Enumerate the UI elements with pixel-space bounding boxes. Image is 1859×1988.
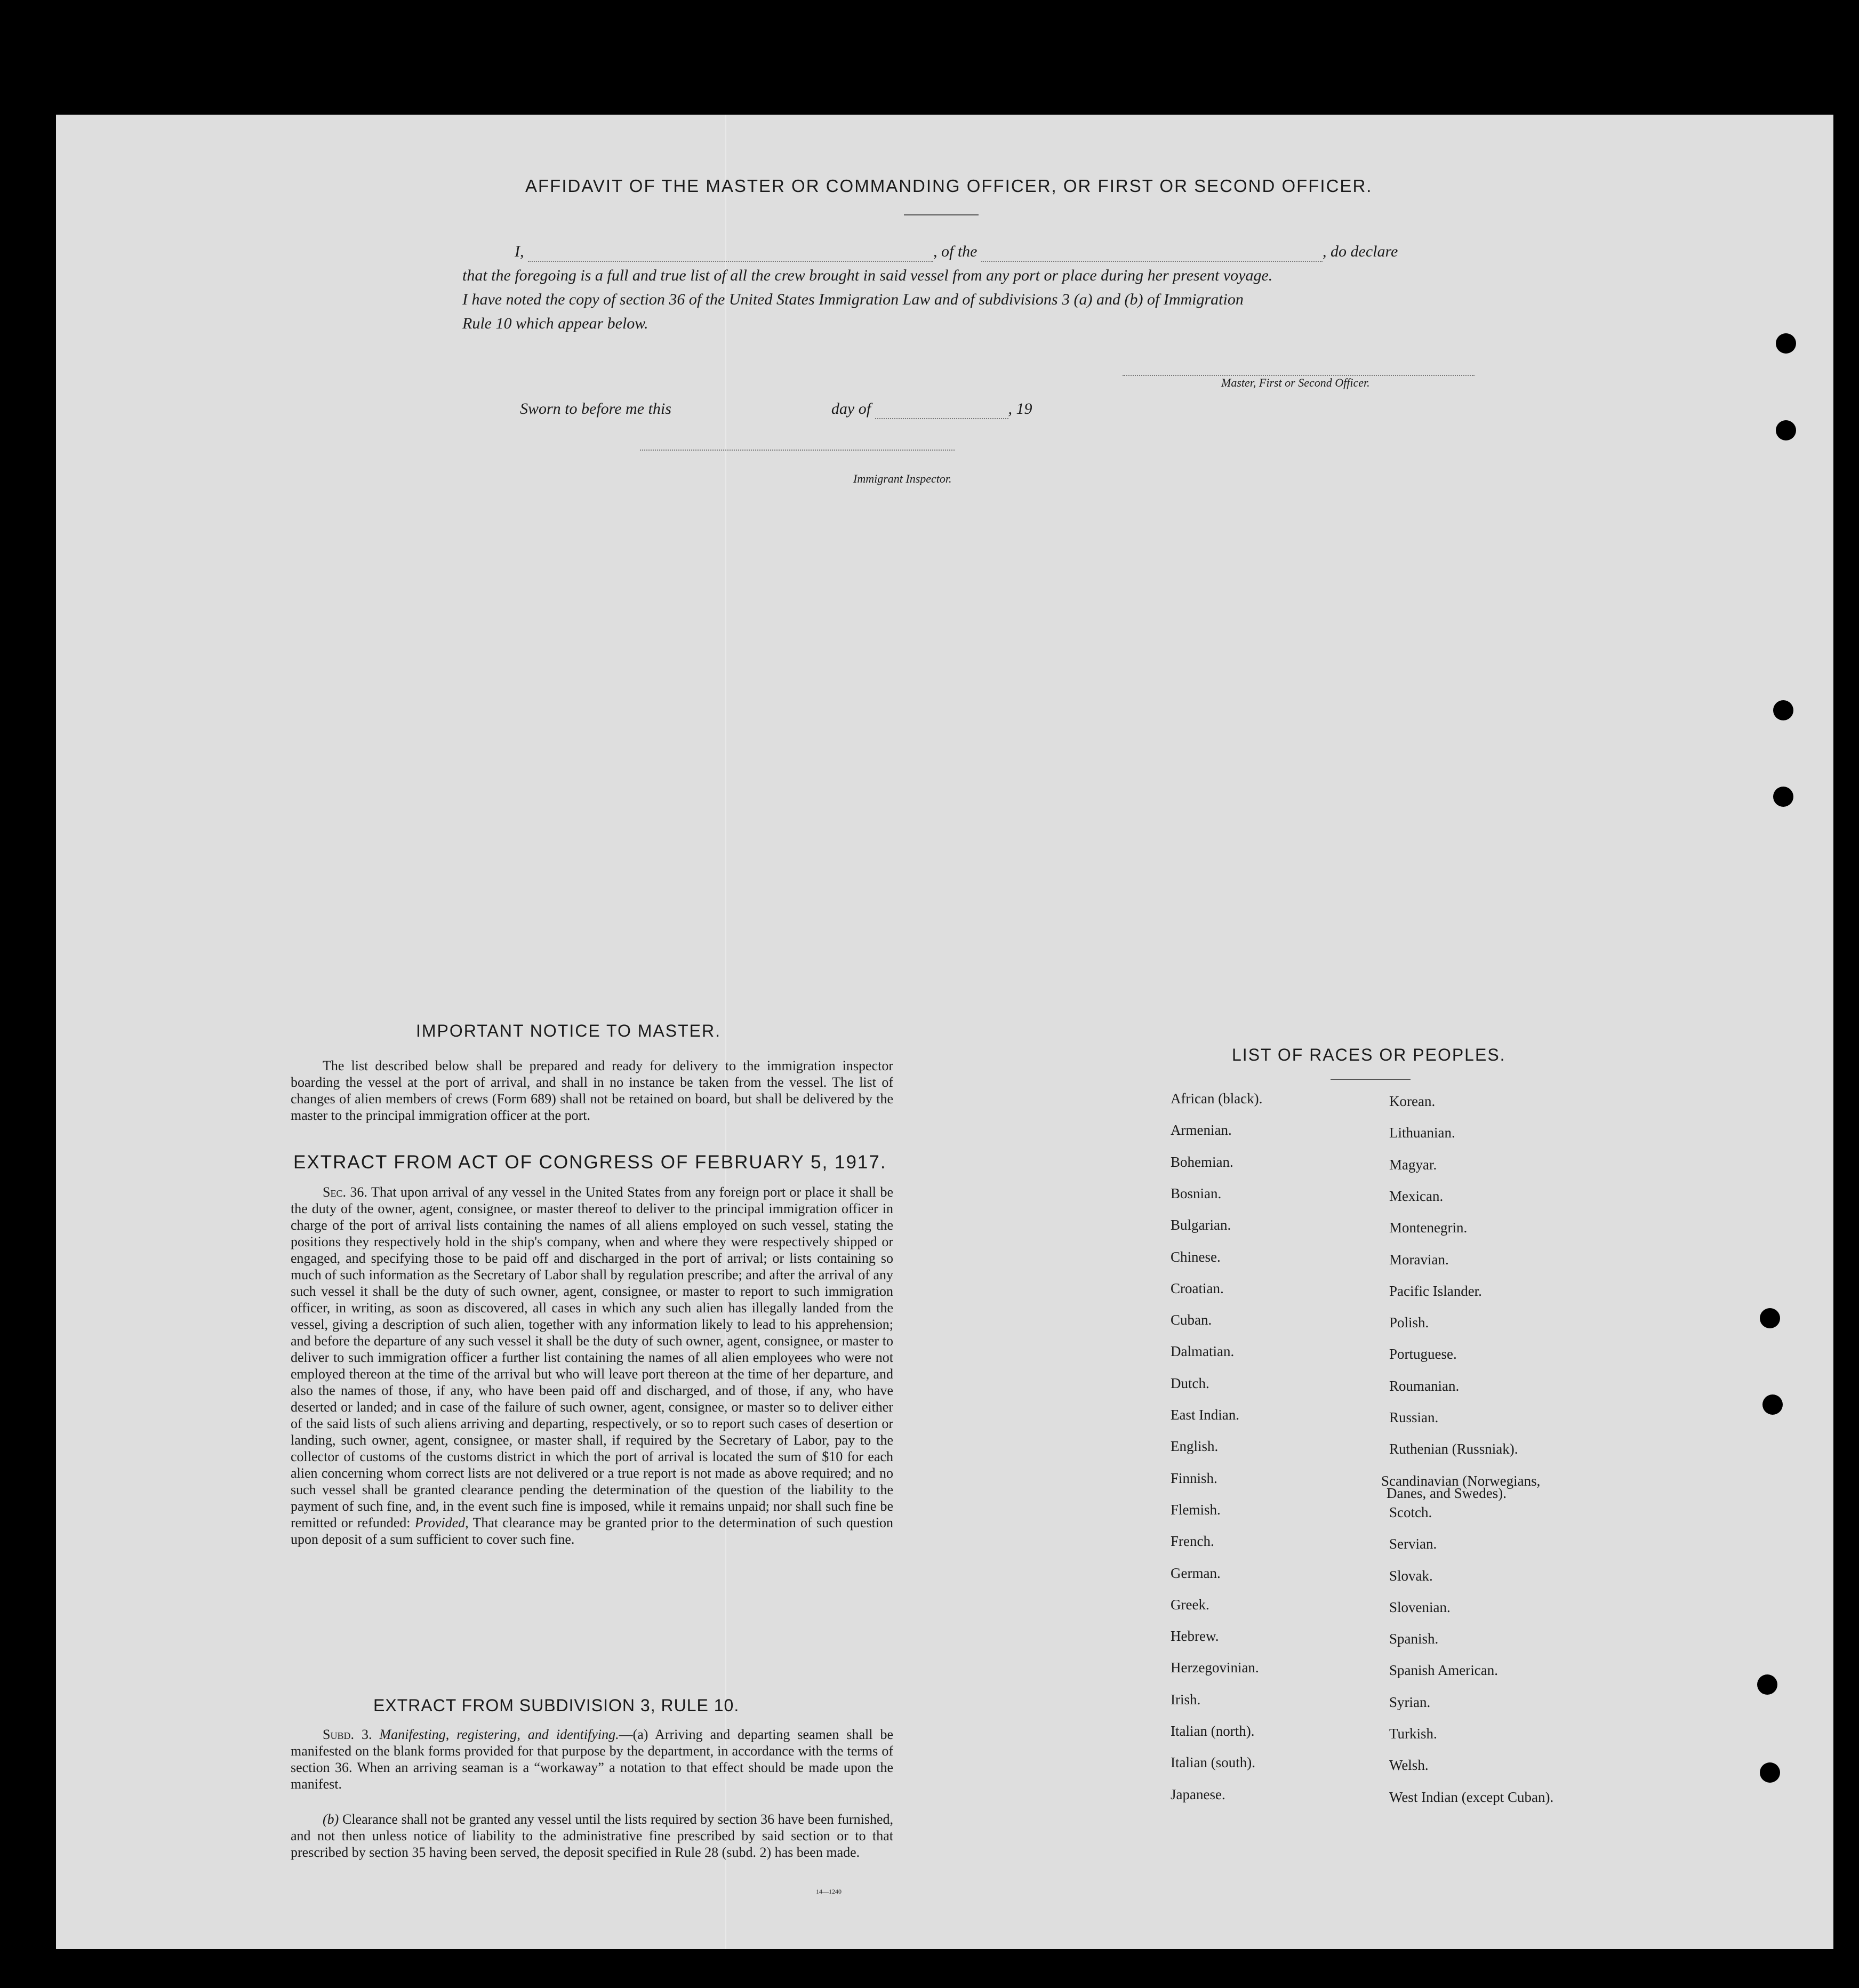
provided-label: Provided,	[414, 1515, 469, 1530]
race-left-item: English.	[1171, 1438, 1219, 1454]
binder-hole	[1776, 333, 1796, 354]
race-left-item: Cuban.	[1171, 1312, 1212, 1328]
race-right-item: Lithuanian.	[1389, 1125, 1455, 1141]
race-left-item: Italian (south).	[1171, 1754, 1255, 1770]
inspector-signature-field[interactable]	[640, 440, 955, 451]
race-left-item: Armenian.	[1171, 1122, 1232, 1138]
master-signature-field[interactable]	[1123, 365, 1475, 376]
race-left-item: Croatian.	[1171, 1280, 1224, 1296]
race-left-item: Hebrew.	[1171, 1628, 1219, 1644]
race-right-item: Russian.	[1389, 1409, 1439, 1425]
race-left-item: Bulgarian.	[1171, 1217, 1231, 1233]
inspector-signature-label: Immigrant Inspector.	[853, 472, 952, 485]
race-left-item: Irish.	[1171, 1692, 1201, 1708]
declarant-name-field[interactable]	[528, 243, 933, 262]
declaration-line-2: that the foregoing is a full and true list of all the crew brought in said vessel from any port or place during her present voyage.	[462, 267, 1273, 284]
race-left-item: Finnish.	[1171, 1470, 1217, 1486]
notice-paragraph: The list described below shall be prepared and ready for delivery to the immigration inspector boarding the vessel at the port of arrival, and shall in no instance be taken from the vessel. The list of changes of alien members of crews (Form 689) shall not be retained on board, but shall be delivered by the master to the principal immigration officer at the port.	[291, 1058, 893, 1123]
race-right-item: Spanish.	[1389, 1631, 1439, 1647]
subdivision-b-paragraph	[291, 1811, 893, 1861]
race-right-item: Slovak.	[1389, 1568, 1433, 1584]
year-label: , 19	[1008, 400, 1032, 418]
race-left-item: French.	[1171, 1533, 1214, 1549]
sworn-line	[520, 400, 1032, 419]
subdivision-b-label: (b)	[323, 1811, 339, 1827]
fold-line	[725, 115, 726, 1949]
race-right-item: Turkish.	[1389, 1726, 1437, 1742]
race-right-item: Korean.	[1389, 1093, 1436, 1109]
subdivision-a-paragraph	[291, 1726, 893, 1792]
form-number: 14—1240	[816, 1888, 842, 1895]
race-left-item: Dutch.	[1171, 1375, 1209, 1391]
binder-hole	[1760, 1308, 1780, 1328]
race-left-item: Japanese.	[1171, 1786, 1225, 1802]
race-scandinavian-continuation: Danes, and Swedes).	[1387, 1485, 1507, 1501]
declarant-i: I,	[515, 243, 524, 260]
race-right-item: Portuguese.	[1389, 1346, 1457, 1362]
race-right-item: Pacific Islander.	[1389, 1283, 1482, 1299]
race-left-item: African (black).	[1171, 1091, 1263, 1107]
title-divider	[904, 214, 979, 215]
race-right-item: Spanish American.	[1389, 1662, 1498, 1678]
subdivision-label: Subd. 3.	[323, 1727, 372, 1742]
affidavit-title: AFFIDAVIT OF THE MASTER OR COMMANDING OFFICER, OR FIRST OR SECOND OFFICER.	[525, 176, 1373, 196]
section-36-text-end: That clearance may be granted prior to the determination of such question upon deposit of a sum sufficient to cover such fine.	[291, 1515, 894, 1547]
race-left-item: German.	[1171, 1565, 1221, 1581]
race-left-item: Flemish.	[1171, 1502, 1221, 1518]
month-field[interactable]	[875, 400, 1008, 419]
sworn-label: Sworn to before me this	[520, 400, 671, 418]
notice-title: IMPORTANT NOTICE TO MASTER.	[416, 1021, 721, 1040]
do-declare-label: , do declare	[1323, 243, 1398, 260]
race-right-item: Welsh.	[1389, 1757, 1429, 1773]
race-right-item: Ruthenian (Russniak).	[1389, 1441, 1518, 1457]
race-left-item: Chinese.	[1171, 1249, 1221, 1265]
race-right-item: Slovenian.	[1389, 1599, 1451, 1615]
binder-hole	[1762, 1394, 1783, 1415]
declaration-line-3: I have noted the copy of section 36 of the United States Immigration Law and of subdivisions 3 (a) and (b) of Immigration	[462, 291, 1244, 308]
race-left-item: Bosnian.	[1171, 1185, 1222, 1201]
binder-hole	[1773, 700, 1793, 720]
races-title: LIST OF RACES OR PEOPLES.	[1232, 1045, 1506, 1064]
race-left-item: Greek.	[1171, 1597, 1209, 1613]
race-right-item: Servian.	[1389, 1536, 1437, 1552]
race-left-item: East Indian.	[1171, 1407, 1239, 1423]
section-36-paragraph	[291, 1184, 893, 1548]
race-right-item: Roumanian.	[1389, 1378, 1460, 1394]
races-divider	[1331, 1079, 1411, 1080]
rule-extract-title: EXTRACT FROM SUBDIVISION 3, RULE 10.	[373, 1696, 740, 1715]
binder-hole	[1757, 1674, 1777, 1695]
race-left-item: Dalmatian.	[1171, 1343, 1235, 1359]
binder-hole	[1776, 420, 1796, 440]
race-right-item: Scandinavian (Norwegians,	[1381, 1473, 1541, 1489]
declaration-line-1	[515, 243, 1398, 262]
race-right-item: Scotch.	[1389, 1504, 1432, 1520]
race-left-item: Bohemian.	[1171, 1154, 1233, 1170]
section-36-text: That upon arrival of any vessel in the United States from any foreign port or place it shall be the duty of the owner, agent, consignee, or master thereof to deliver to the principal immigration officer in charge of the port of arrival lists containing the names of all aliens employed on such vessel, stating the positions they respectively hold in the ship's company, when and where they were respectively shipped or engaged, and specifying those to be paid off and discharged in the port of arrival; or lists containing so much of such information as the Secretary of Labor shall by regulation prescribe; and after the arrival of any such vessel it shall be the duty of such owner, agent, consignee, or master to report to such immigration officer, in writing, as soon as discovered, all cases in which any such alien has illegally landed from the vessel, giving a description of such alien, together with any information likely to lead to his apprehension; and before the departure of any such vessel it shall be the duty of such owner, agent, consignee, or master to deliver to such immigration officer a further list containing the names of all alien employees who were not employed thereon at the time of the arrival but who will leave port thereon at the time of her departure, and also the names of those, if any, who have been paid off and discharged, and of those, if any, who have deserted or landed; and in case of the failure of such owner, agent, consignee, or master so to deliver either of the said lists of such aliens arriving and departing, respectively, or so to report such cases of desertion or landing, such owner, agent, consignee, or master shall, if required by the Secretary of Labor, pay to the collector of customs of the customs district in which the port of arrival is located the sum of $10 for each alien concerning whom correct lists are not delivered or a true report is not made as above required; and no such vessel shall be granted clearance pending the determination of the question of the liability to the payment of such fine, and, in the event such fine is imposed, while it remains unpaid; nor shall such fine be remitted or refunded:	[291, 1184, 893, 1530]
subdivision-b-text: Clearance shall not be granted any vessel until the lists required by section 36 have been furnished, and not then unless notice of liability to the administrative fine prescribed by said section or to that prescribed by section 35 having been served, the deposit specified in Rule 28 (subd. 2) has been made.	[291, 1811, 893, 1860]
day-of-label: day of	[831, 400, 871, 418]
race-right-item: West Indian (except Cuban).	[1389, 1789, 1554, 1805]
binder-hole	[1773, 787, 1793, 807]
race-right-item: Syrian.	[1389, 1694, 1431, 1710]
subdivision-a-text: —(a) Arriving and departing seamen shall be manifested on the blank forms provided for that purpose by the department, in accordance with the terms of section 36. When an arriving seaman is a “workaway” a notation to that effect should be made upon the manifest.	[291, 1727, 893, 1792]
master-signature-label: Master, First or Second Officer.	[1221, 376, 1370, 389]
race-left-item: Herzegovinian.	[1171, 1660, 1259, 1676]
section-label: Sec. 36.	[323, 1184, 367, 1200]
race-right-item: Magyar.	[1389, 1157, 1437, 1173]
race-right-item: Mexican.	[1389, 1188, 1444, 1204]
race-left-item: Italian (north).	[1171, 1723, 1255, 1739]
race-right-item: Polish.	[1389, 1314, 1429, 1330]
subdivision-heading: Manifesting, registering, and identifying.	[379, 1727, 619, 1742]
race-right-item: Montenegrin.	[1389, 1220, 1468, 1236]
vessel-name-field[interactable]	[981, 243, 1323, 262]
declaration-line-4: Rule 10 which appear below.	[462, 315, 648, 332]
race-right-item: Moravian.	[1389, 1252, 1449, 1268]
binder-hole	[1760, 1762, 1780, 1783]
document-sheet	[56, 115, 1833, 1949]
act-extract-title: EXTRACT FROM ACT OF CONGRESS OF FEBRUARY 5, 1917.	[293, 1152, 887, 1173]
of-the-label: , of the	[933, 243, 977, 260]
